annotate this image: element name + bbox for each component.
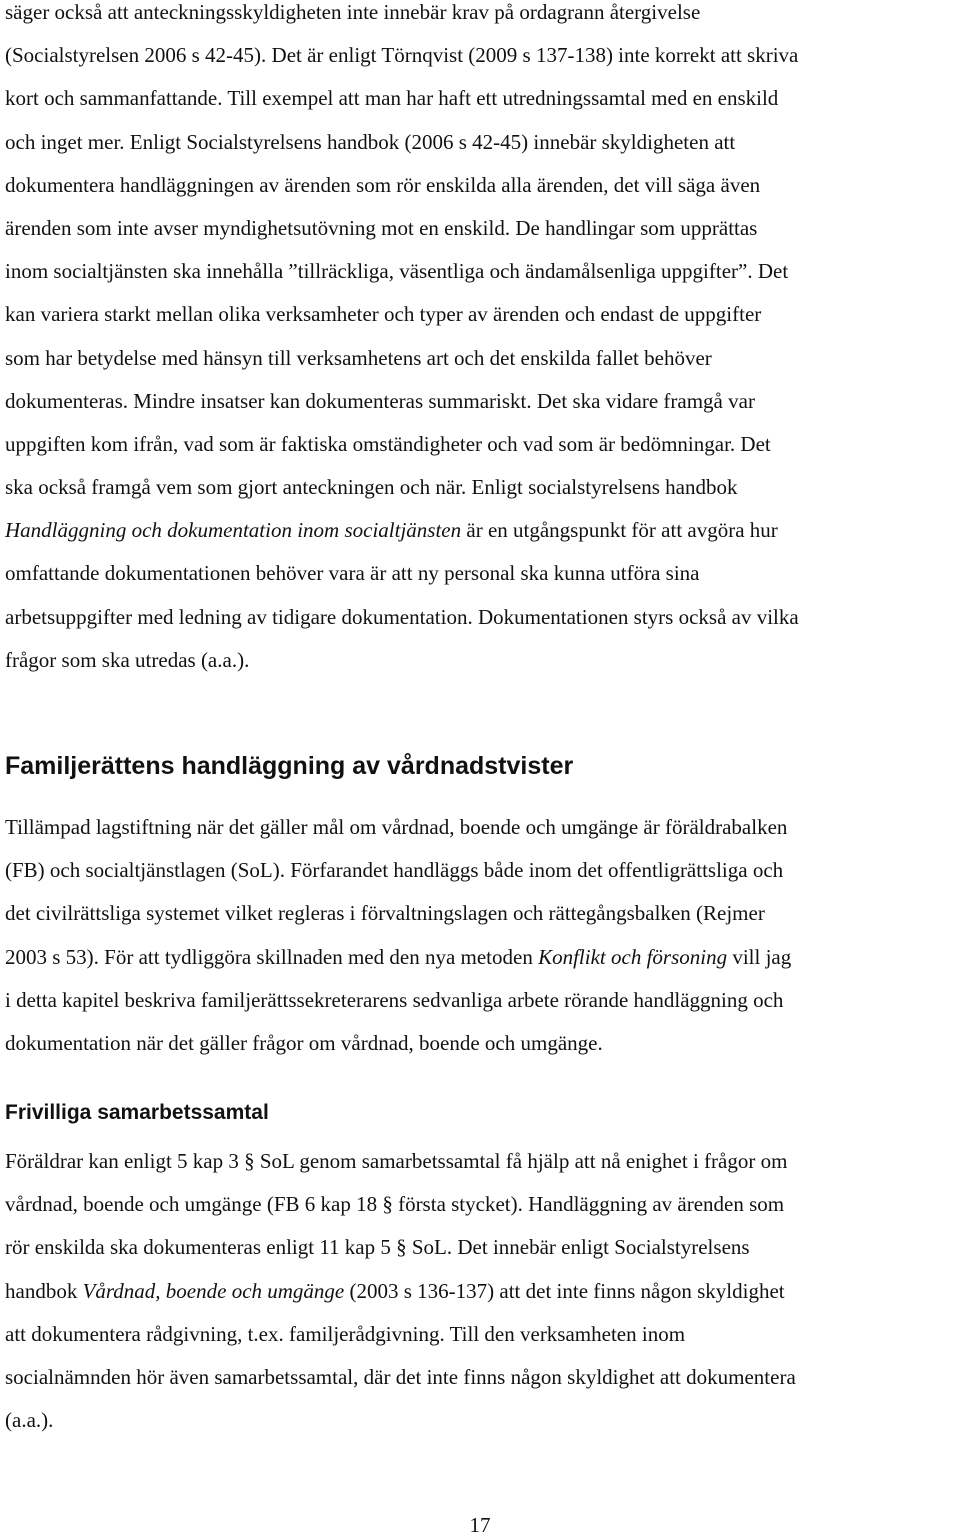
page-number: 17 [469, 1513, 491, 1537]
italic-title: Vårdnad, boende och umgänge [82, 1278, 345, 1303]
italic-title: Handläggning och dokumentation inom socialtjänsten [5, 518, 462, 543]
text-line [5, 817, 791, 838]
section-heading: Familjerättens handläggning av vårdnadstvister [5, 752, 574, 780]
text-run: och inget mer. Enligt Socialstyrelsens handbok (2006 s 42-45) innebär skyldigheten att [5, 129, 736, 154]
text-run: Föräldrar kan enligt 5 kap 3 § SoL genom samarbetssamtal få hjälp att nå enighet i frågor om [5, 1149, 788, 1173]
text-run: dokumenteras. Mindre insatser kan dokumenteras summariskt. Det ska vidare framgå var [5, 388, 755, 413]
text-line [5, 431, 799, 456]
text-line [5, 1364, 796, 1389]
text-line [5, 129, 799, 154]
paragraph [5, 817, 791, 1076]
text-run: är en utgångspunkt för att avgöra hur [461, 518, 778, 543]
text-line [5, 45, 799, 66]
text-line [5, 172, 799, 197]
text-line [5, 261, 799, 282]
text-line [5, 520, 799, 541]
text-line [5, 604, 799, 629]
subsection-heading: Frivilliga samarbetssamtal [5, 1101, 269, 1124]
text-line [5, 987, 791, 1012]
text-line [5, 345, 799, 370]
text-line [5, 860, 791, 881]
text-line [5, 477, 799, 498]
text-line [5, 563, 799, 584]
text-line [5, 1278, 796, 1303]
text-line [5, 1194, 796, 1215]
text-run: dokumentera handläggningen av ärenden som rör enskilda alla ärenden, det vill säga även [5, 172, 761, 197]
text-line [5, 388, 799, 413]
text-run: frågor som ska utredas (a.a.). [5, 647, 250, 672]
text-run: kort och sammanfattande. Till exempel att man har haft ett utredningssamtal med en enskild [5, 86, 779, 111]
text-run: säger också att anteckningsskyldigheten inte innebär krav på ordagrann återgivelse [5, 0, 701, 24]
paragraph [5, 1151, 796, 1453]
text-run: handbok [5, 1278, 83, 1303]
text-run: Tillämpad lagstiftning när det gäller mål om vårdnad, boende och umgänge är föräldrabalken [5, 815, 788, 839]
text-run: i detta kapitel beskriva familjerättssekreterarens sedvanliga arbete rörande handläggning och [5, 987, 784, 1012]
text-line [5, 903, 791, 924]
text-line [5, 1321, 796, 1346]
text-run: (a.a.). [5, 1408, 54, 1433]
text-run: vårdnad, boende och umgänge (FB 6 kap 18 § första stycket). Handläggning av ärenden som [5, 1192, 785, 1217]
text-run: arbetsuppgifter med ledning av tidigare dokumentation. Dokumentationen styrs också av vilka [5, 604, 799, 629]
text-run: inom socialtjänsten ska innehålla ”tillräckliga, väsentliga och ändamålsenliga uppgifter”. Det [5, 259, 789, 284]
italic-title: Konflikt och försoning [538, 944, 728, 969]
text-run: uppgiften kom ifrån, vad som är faktiska omständigheter och vad som är bedömningar. Det [5, 431, 771, 456]
text-line [5, 1410, 796, 1431]
text-run: det civilrättsliga systemet vilket regleras i förvaltningslagen och rättegångsbalken (Rejmer [5, 901, 765, 926]
text-run: (2003 s 136-137) att det inte finns någon skyldighet [344, 1278, 785, 1303]
text-line [5, 944, 792, 969]
text-line [5, 88, 799, 109]
text-run: som har betydelse med hänsyn till verksamhetens art och det enskilda fallet behöver [5, 345, 712, 370]
text-run: 2003 s 53). För att tydliggöra skillnaden med den nya metoden [5, 944, 539, 969]
text-run: ärenden som inte avser myndighetsutövning mot en enskild. De handlingar som upprättas [5, 215, 758, 240]
text-line [5, 304, 799, 325]
text-run: kan variera starkt mellan olika verksamheter och typer av ärenden och endast de uppgifter [5, 302, 762, 327]
text-run: dokumentation när det gäller frågor om vårdnad, boende och umgänge. [5, 1030, 603, 1055]
text-line [5, 2, 799, 23]
text-line [5, 215, 799, 240]
text-run: rör enskilda ska dokumenteras enligt 11 kap 5 § SoL. Det innebär enligt Socialstyrelsens [5, 1235, 750, 1260]
text-run: att dokumentera rådgivning, t.ex. familjerådgivning. Till den verksamheten inom [5, 1321, 686, 1346]
text-run: (FB) och socialtjänstlagen (SoL). Förfarandet handläggs både inom det offentligrättsliga och [5, 858, 784, 883]
text-line [5, 1237, 796, 1258]
text-run: omfattande dokumentationen behöver vara är att ny personal ska kunna utföra sina [5, 561, 700, 586]
text-line [5, 647, 799, 672]
text-line [5, 1151, 796, 1172]
paragraph [5, 2, 799, 693]
text-run: socialnämnden hör även samarbetssamtal, där det inte finns någon skyldighet att dokumentera [5, 1364, 796, 1389]
text-run: (Socialstyrelsen 2006 s 42-45). Det är enligt Törnqvist (2009 s 137-138) inte korrekt att skriva [5, 43, 799, 68]
text-run: vill jag [727, 944, 792, 969]
text-run: ska också framgå vem som gjort anteckningen och när. Enligt socialstyrelsens handbok [5, 475, 738, 500]
text-line [5, 1030, 791, 1055]
